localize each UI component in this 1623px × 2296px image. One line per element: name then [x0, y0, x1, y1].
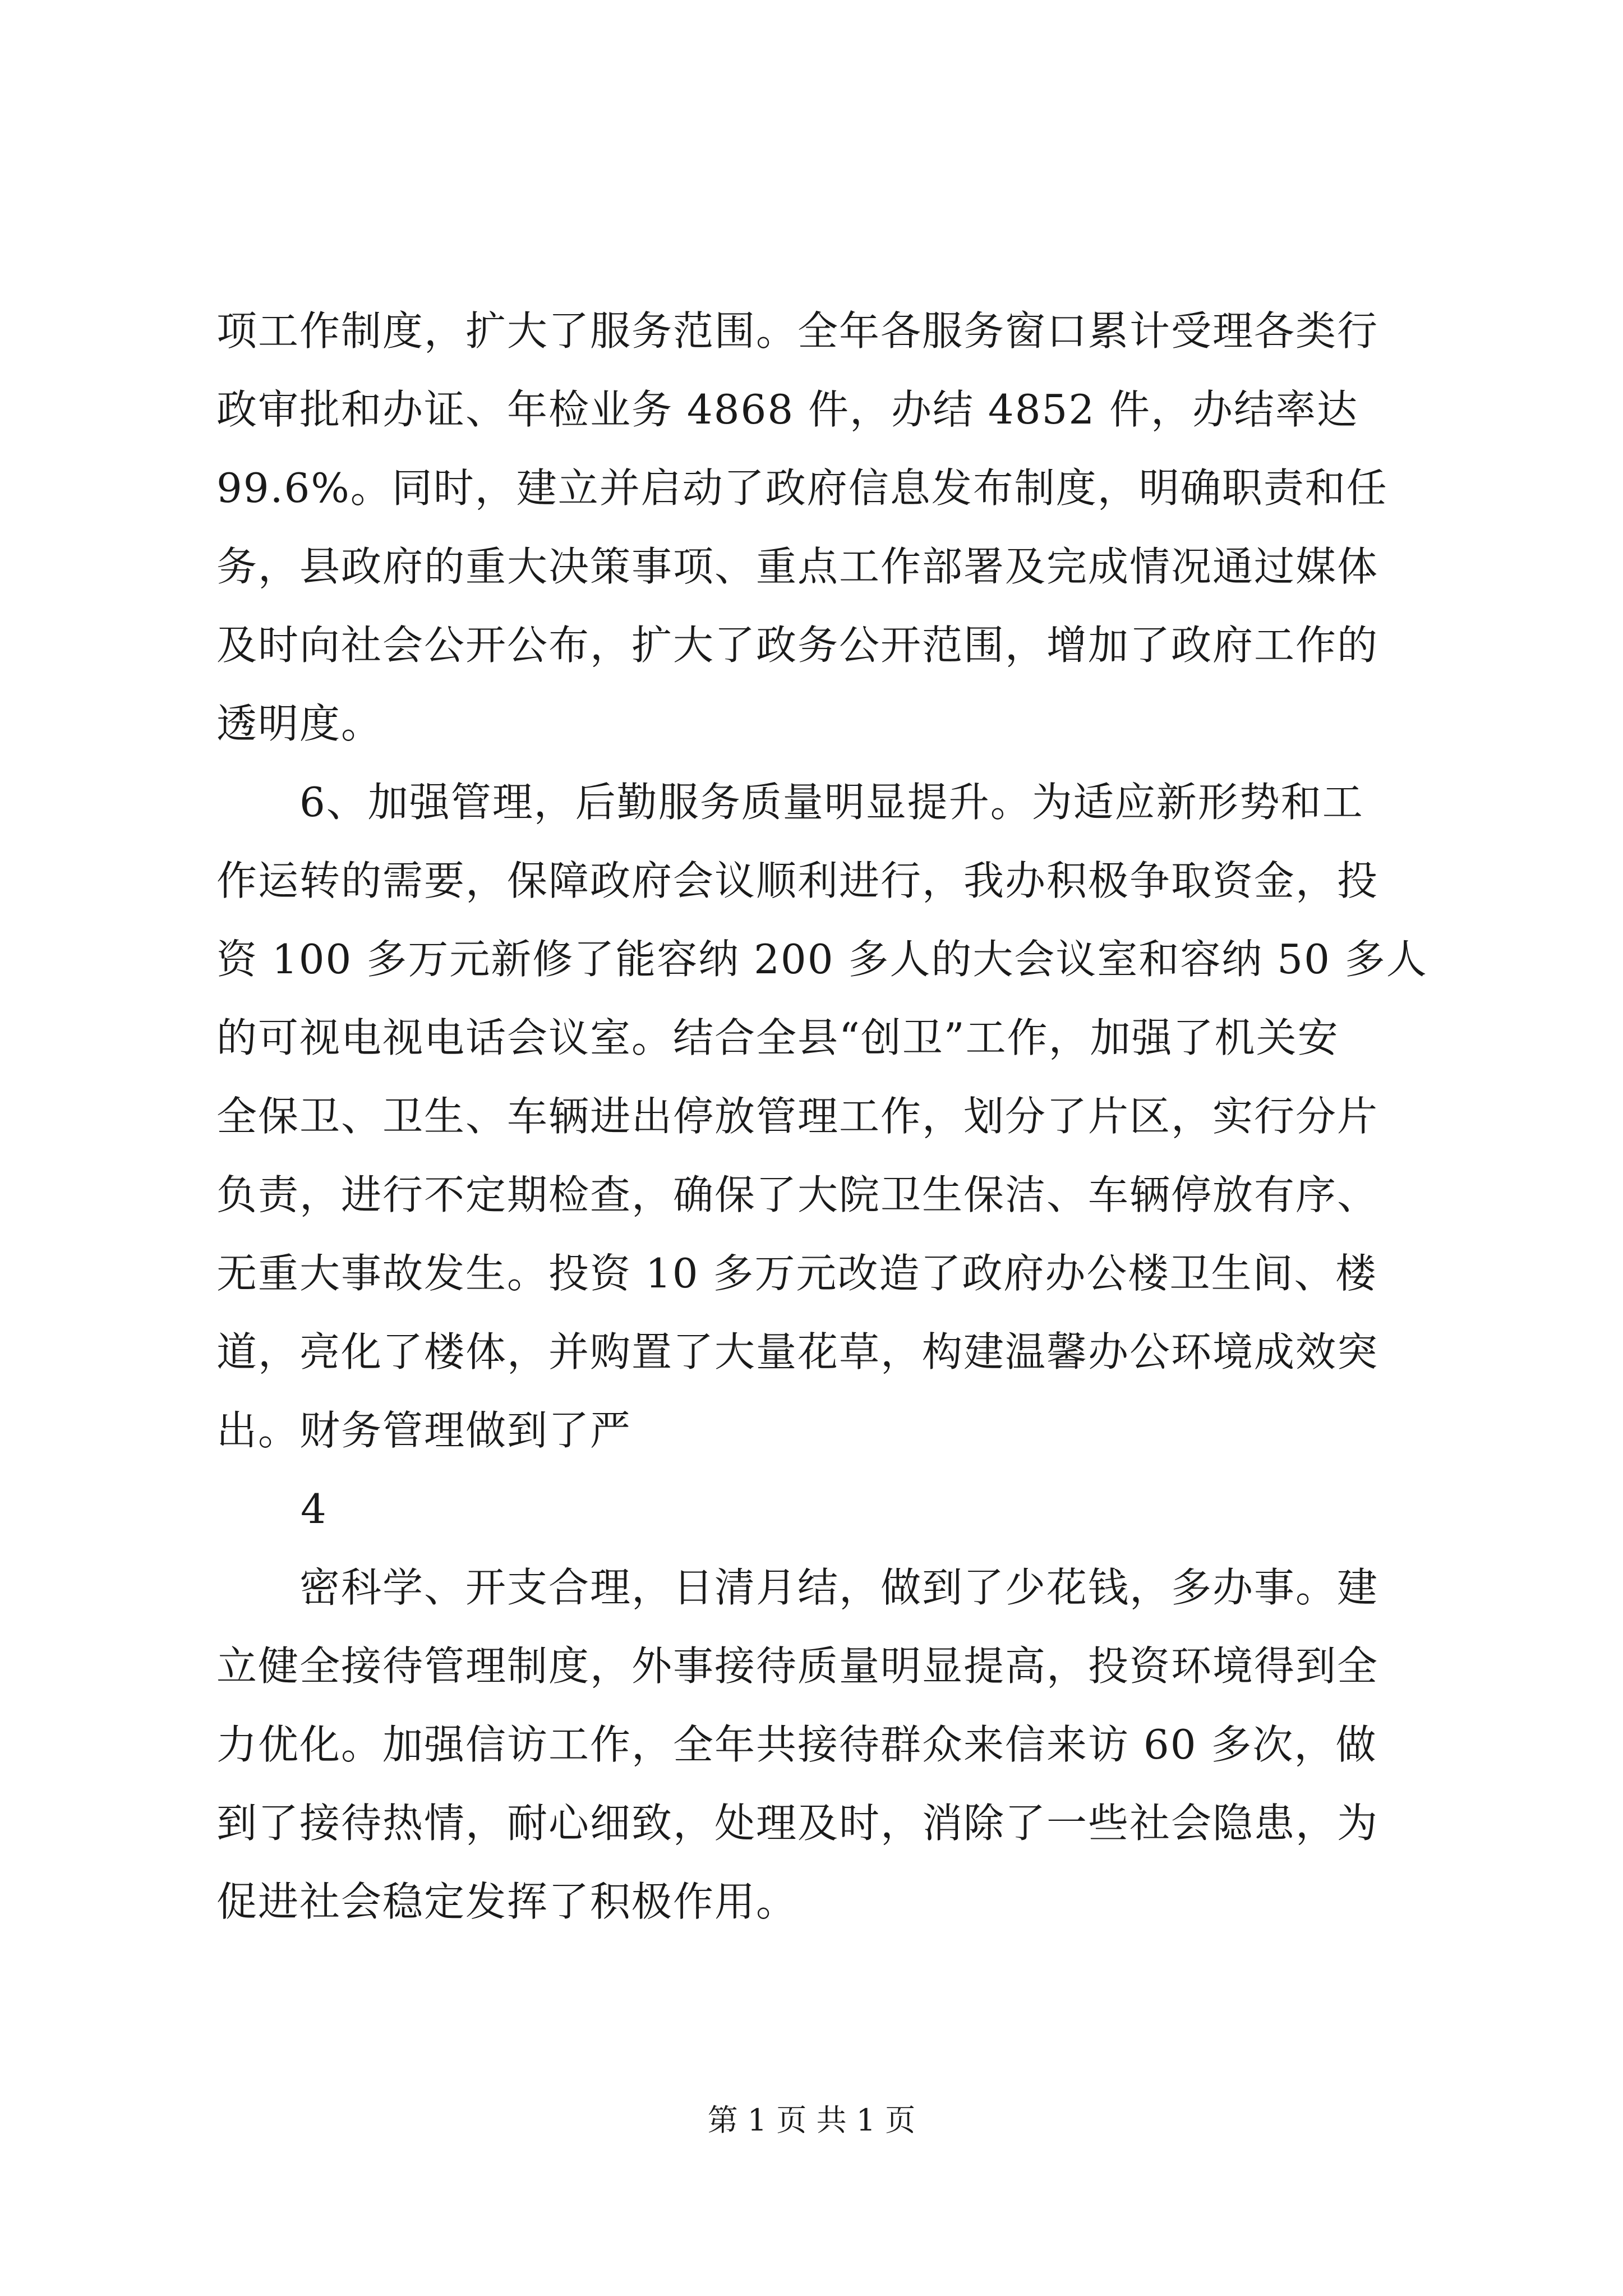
page-footer: 第 1 页 共 1 页 — [707, 2102, 916, 2138]
text-line: 道，亮化了楼体，并购置了大量花草，构建温馨办公环境成效突 — [216, 1328, 1379, 1375]
text-line: 立健全接待管理制度，外事接待质量明显提高，投资环境得到全 — [216, 1642, 1379, 1690]
document-body — [216, 292, 1433, 1941]
text-line: 负责，进行不定期检查，确保了大院卫生保洁、车辆停放有序、 — [216, 1171, 1379, 1218]
text-line: 力优化。加强信访工作，全年共接待群众来信来访 60 多次，做 — [216, 1721, 1377, 1768]
text-line: 密科学、开支合理，日清月结，做到了少花钱，多办事。建 — [299, 1564, 1379, 1611]
text-line: 出。财务管理做到了严 — [216, 1407, 632, 1454]
paragraph-item-6 — [216, 763, 1433, 1470]
text-line: 透明度。 — [216, 700, 383, 747]
text-line: 促进社会稳定发挥了积极作用。 — [216, 1878, 798, 1925]
paragraph-continuation-2 — [216, 1548, 1433, 1941]
text-line: 及时向社会公开公布，扩大了政务公开范围，增加了政府工作的 — [216, 622, 1379, 669]
text-line: 务，县政府的重大决策事项、重点工作部署及完成情况通过媒体 — [216, 543, 1379, 590]
text-line: 资 100 多万元新修了能容纳 200 多人的大会议室和容纳 50 多人 — [216, 936, 1428, 983]
text-line: 的可视电视电话会议室。结合全县“创卫”工作，加强了机关安 — [216, 1014, 1339, 1061]
text-line: 项工作制度，扩大了服务范围。全年各服务窗口累计受理各类行 — [216, 307, 1379, 355]
paragraph-continuation — [216, 292, 1433, 763]
text-line: 6、加强管理，后勤服务质量明显提升。为适应新形势和工 — [299, 779, 1364, 826]
text-line: 无重大事故发生。投资 10 多万元改造了政府办公楼卫生间、楼 — [216, 1250, 1377, 1297]
text-line: 政审批和办证、年检业务 4868 件，办结 4852 件，办结率达 — [216, 386, 1359, 433]
text-line: 到了接待热情，耐心细致，处理及时，消除了一些社会隐患，为 — [216, 1800, 1379, 1847]
text-line: 全保卫、卫生、车辆进出停放管理工作，划分了片区，实行分片 — [216, 1093, 1379, 1140]
text-line: 作运转的需要，保障政府会议顺利进行，我办积极争取资金，投 — [216, 857, 1379, 904]
text-line: 99.6%。同时，建立并启动了政府信息发布制度，明确职责和任 — [216, 464, 1388, 512]
embedded-page-number: 4 — [301, 1485, 326, 1533]
